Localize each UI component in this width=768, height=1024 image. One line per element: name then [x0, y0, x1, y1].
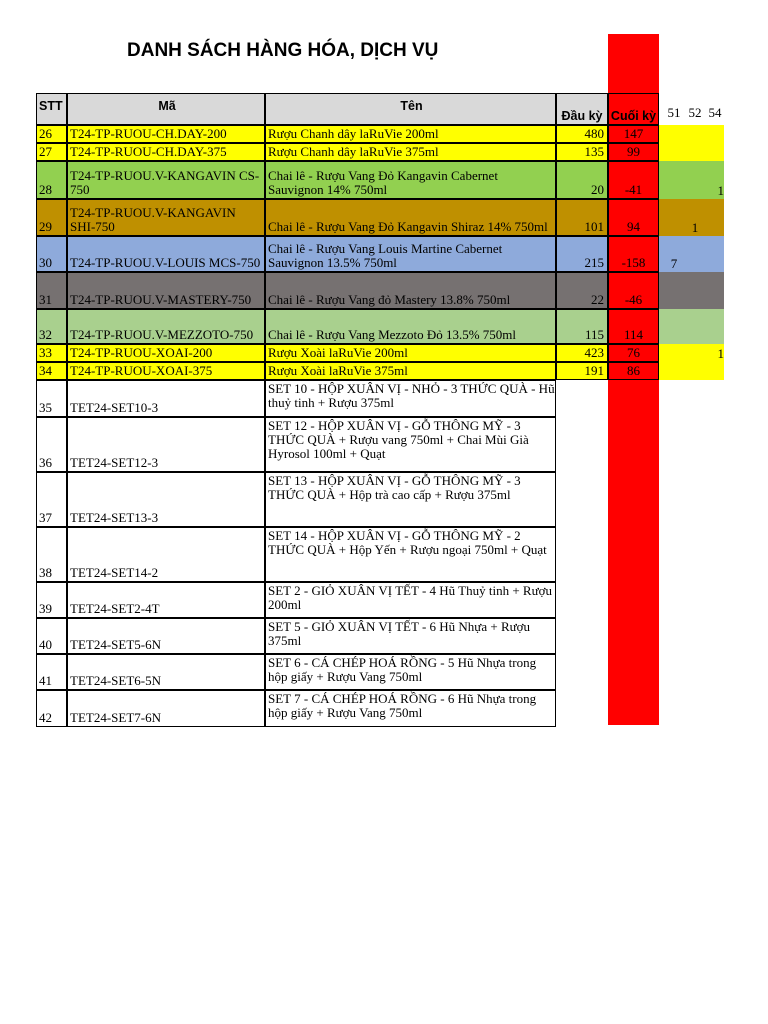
row-stt-text: 26	[39, 126, 52, 141]
header-stt	[36, 93, 67, 125]
row-col-51	[663, 362, 685, 380]
row-dau-ky	[556, 161, 608, 199]
row-stt	[36, 236, 67, 272]
header-dau-ky-text: Đầu kỳ	[561, 109, 603, 123]
row-col-52	[685, 362, 705, 380]
row-col-54	[705, 143, 724, 161]
row-ma-text: TET24-SET10-3	[70, 400, 159, 415]
row-ma-text: TET24-SET12-3	[70, 455, 159, 470]
row-col-51	[663, 309, 685, 344]
row-ten	[265, 143, 556, 161]
row-ma	[67, 143, 265, 161]
row-stt-text: 35	[39, 400, 52, 415]
row-ten-text: Chai lê - Rượu Vang Louis Martine Cabernet Sauvignon 13.5% 750ml	[268, 241, 503, 270]
row-ten	[265, 161, 556, 199]
row-stt-text: 29	[39, 219, 52, 234]
row-stt	[36, 417, 67, 472]
row-ten	[265, 527, 556, 582]
row-ma	[67, 161, 265, 199]
header-ma	[67, 93, 265, 125]
row-dau-ky	[556, 199, 608, 236]
row-cuoi-ky-text: -46	[624, 292, 643, 307]
row-ten	[265, 582, 556, 618]
row-ten	[265, 472, 556, 527]
row-col-52	[685, 236, 705, 272]
row-stt-text: 32	[39, 327, 52, 342]
row-col-52	[685, 344, 705, 362]
row-stt	[36, 362, 67, 380]
header-dau-ky	[556, 93, 608, 125]
row-stt	[36, 143, 67, 161]
row-ma-text: T24-TP-RUOU-XOAI-200	[70, 345, 213, 360]
header-col-54-text: 54	[708, 105, 722, 120]
row-ma	[67, 125, 265, 143]
row-col-51-text: 7	[670, 256, 678, 271]
row-col-51	[663, 344, 685, 362]
row-cuoi-ky-text: 86	[627, 363, 640, 378]
row-stt	[36, 199, 67, 236]
row-cuoi-ky	[608, 161, 659, 199]
row-col-54	[705, 344, 724, 362]
row-cuoi-ky-text: 99	[627, 144, 640, 159]
row-cuoi-ky	[608, 272, 659, 309]
row-col-54-text: 1	[717, 346, 724, 361]
row-ten-text: SET 2 - GIỎ XUÂN VỊ TẾT - 4 Hũ Thuỷ tinh + Rượu 200ml	[268, 583, 553, 612]
row-dau-ky	[556, 344, 608, 362]
header-col-54	[705, 105, 725, 121]
row-ma-text: T24-TP-RUOU.V-LOUIS MCS-750	[70, 255, 261, 270]
row-ma	[67, 272, 265, 309]
row-col-52	[685, 309, 705, 344]
row-stt-text: 31	[39, 292, 52, 307]
row-ten	[265, 690, 556, 727]
header-col-51	[663, 105, 685, 121]
header-stt-text: STT	[39, 99, 63, 113]
row-col-51	[663, 143, 685, 161]
row-col-54	[705, 125, 724, 143]
row-ma-text: T24-TP-RUOU-XOAI-375	[70, 363, 213, 378]
row-stt-text: 40	[39, 637, 52, 652]
row-col-51	[663, 236, 685, 272]
row-stt	[36, 582, 67, 618]
row-stt	[36, 272, 67, 309]
row-cuoi-ky	[608, 125, 659, 143]
row-ma-text: T24-TP-RUOU.V-MASTERY-750	[70, 292, 252, 307]
row-dau-ky	[556, 309, 608, 344]
row-col-54	[705, 309, 724, 344]
row-cuoi-ky-text: -41	[624, 182, 643, 197]
row-ma-text: T24-TP-RUOU-CH.DAY-200	[70, 126, 227, 141]
row-ten-text: Chai lê - Rượu Vang Đỏ Kangavin Cabernet Sauvignon 14% 750ml	[268, 168, 498, 197]
row-ten-text: Chai lê - Rượu Vang đỏ Mastery 13.8% 750ml	[268, 292, 511, 307]
row-ten-text: Chai lê - Rượu Vang Mezzoto Đỏ 13.5% 750ml	[268, 327, 517, 342]
row-stt-text: 34	[39, 363, 52, 378]
row-cuoi-ky	[608, 309, 659, 344]
row-ma	[67, 199, 265, 236]
row-cuoi-ky	[608, 362, 659, 380]
row-stt-text: 28	[39, 182, 52, 197]
row-dau-ky-text: 20	[591, 182, 604, 197]
row-ten-text: SET 5 - GIỎ XUÂN VỊ TẾT - 6 Hũ Nhựa + Rượu 375ml	[268, 619, 531, 648]
row-ten-text: SET 13 - HỘP XUÂN VỊ - GỖ THÔNG MỸ - 3 THỨC QUÀ + Hộp trà cao cấp + Rượu 375ml	[268, 473, 521, 502]
header-cuoi-ky-text: Cuối kỳ	[610, 109, 657, 123]
row-col-54	[705, 161, 724, 199]
row-dau-ky-text: 215	[584, 255, 604, 270]
row-ma	[67, 362, 265, 380]
row-stt	[36, 161, 67, 199]
row-ten	[265, 272, 556, 309]
row-dau-ky-text: 115	[584, 327, 604, 342]
row-stt	[36, 654, 67, 690]
row-ten	[265, 618, 556, 654]
row-stt	[36, 125, 67, 143]
row-ten	[265, 125, 556, 143]
row-col-51	[663, 125, 685, 143]
row-stt-text: 33	[39, 345, 52, 360]
row-dau-ky	[556, 272, 608, 309]
row-cuoi-ky-text: 147	[623, 126, 644, 141]
row-ma-text: TET24-SET14-2	[70, 565, 159, 580]
row-ma-text: T24-TP-RUOU-CH.DAY-375	[70, 144, 227, 159]
row-stt	[36, 527, 67, 582]
row-ten-text: SET 12 - HỘP XUÂN VỊ - GỖ THÔNG MỸ - 3 THỨC QUÀ + Rượu vang 750ml + Chai Mùi Già Hyrosol 100ml + Quạt	[268, 418, 529, 461]
row-cuoi-ky	[608, 143, 659, 161]
row-ten	[265, 380, 556, 417]
row-ten	[265, 309, 556, 344]
row-ten	[265, 417, 556, 472]
row-dau-ky	[556, 362, 608, 380]
row-cuoi-ky	[608, 199, 659, 236]
row-ten	[265, 362, 556, 380]
row-ma-text: TET24-SET5-6N	[70, 637, 161, 652]
row-col-54	[705, 236, 724, 272]
row-stt	[36, 690, 67, 727]
row-dau-ky-text: 423	[584, 345, 604, 360]
row-col-54	[705, 272, 724, 309]
row-ten-text: SET 14 - HỘP XUÂN VỊ - GỖ THÔNG MỸ - 2 THỨC QUÀ + Hộp Yến + Rượu ngoại 750ml + Quạt	[268, 528, 547, 557]
row-stt-text: 39	[39, 601, 52, 616]
row-ma	[67, 344, 265, 362]
row-col-54-text: 1	[717, 183, 724, 198]
row-ten-text: SET 6 - CÁ CHÉP HOÁ RỒNG - 5 Hũ Nhựa trong hộp giấy + Rượu Vang 750ml	[268, 655, 537, 684]
row-ten-text: Chai lê - Rượu Vang Đỏ Kangavin Shiraz 14% 750ml	[268, 219, 548, 234]
row-col-52	[685, 143, 705, 161]
row-stt	[36, 472, 67, 527]
row-stt-text: 42	[39, 710, 52, 725]
row-cuoi-ky-text: 76	[627, 345, 640, 360]
row-cuoi-ky	[608, 344, 659, 362]
row-dau-ky	[556, 143, 608, 161]
row-stt-text: 27	[39, 144, 52, 159]
row-cuoi-ky	[608, 236, 659, 272]
row-stt	[36, 344, 67, 362]
row-ma-text: T24-TP-RUOU.V-MEZZOTO-750	[70, 327, 254, 342]
row-ma	[67, 472, 265, 527]
row-col-51	[663, 199, 685, 236]
row-col-54	[705, 199, 724, 236]
row-cuoi-ky-text: -158	[621, 255, 646, 270]
page-title: DANH SÁCH HÀNG HÓA, DỊCH VỤ	[127, 40, 439, 61]
header-ten	[265, 93, 556, 125]
row-ten-text: Rượu Chanh dây laRuVie 375ml	[268, 144, 439, 159]
row-dau-ky-text: 191	[584, 363, 604, 378]
row-ma	[67, 582, 265, 618]
row-ma	[67, 618, 265, 654]
row-ma-text: T24-TP-RUOU.V-KANGAVIN CS-750	[70, 168, 260, 197]
header-ten-text: Tên	[400, 99, 423, 113]
row-col-52	[685, 125, 705, 143]
header-cuoi-ky	[608, 93, 659, 125]
row-ma	[67, 654, 265, 690]
row-col-52	[685, 199, 705, 236]
row-stt-text: 41	[39, 673, 52, 688]
row-dau-ky-text: 480	[584, 126, 604, 141]
row-ten-text: Rượu Xoài laRuVie 375ml	[268, 363, 408, 378]
row-col-51	[663, 161, 685, 199]
row-ma-text: T24-TP-RUOU.V-KANGAVIN SHI-750	[70, 205, 236, 234]
row-ten	[265, 199, 556, 236]
header-col-52-text: 52	[688, 105, 702, 120]
row-dau-ky	[556, 125, 608, 143]
row-ma	[67, 309, 265, 344]
row-stt-text: 36	[39, 455, 52, 470]
row-cuoi-ky-text: 94	[627, 219, 640, 234]
row-ma-text: TET24-SET2-4T	[70, 601, 160, 616]
row-ten	[265, 236, 556, 272]
row-col-52-text: 1	[691, 220, 699, 235]
header-ma-text: Mã	[158, 99, 176, 113]
row-ma-text: TET24-SET7-6N	[70, 710, 161, 725]
row-dau-ky-text: 101	[584, 219, 604, 234]
row-col-52	[685, 272, 705, 309]
row-cuoi-ky-text: 114	[623, 327, 644, 342]
row-ma	[67, 380, 265, 417]
row-ten-text: SET 7 - CÁ CHÉP HOÁ RỒNG - 6 Hũ Nhựa trong hộp giấy + Rượu Vang 750ml	[268, 691, 537, 720]
row-ten-text: SET 10 - HỘP XUÂN VỊ - NHỎ - 3 THỨC QUÀ - Hũ thuỷ tinh + Rượu 375ml	[268, 381, 555, 410]
row-dau-ky-text: 135	[584, 144, 604, 159]
row-dau-ky	[556, 236, 608, 272]
row-ma	[67, 527, 265, 582]
row-stt	[36, 618, 67, 654]
row-stt	[36, 380, 67, 417]
row-col-54	[705, 362, 724, 380]
row-col-51	[663, 272, 685, 309]
row-stt	[36, 309, 67, 344]
row-ma	[67, 236, 265, 272]
row-stt-text: 30	[39, 255, 52, 270]
row-ten-text: Rượu Chanh dây laRuVie 200ml	[268, 126, 439, 141]
row-ten	[265, 344, 556, 362]
row-stt-text: 38	[39, 565, 52, 580]
header-col-52	[685, 105, 705, 121]
row-ma-text: TET24-SET6-5N	[70, 673, 161, 688]
row-ma	[67, 417, 265, 472]
row-ten	[265, 654, 556, 690]
row-ma-text: TET24-SET13-3	[70, 510, 159, 525]
row-dau-ky-text: 22	[591, 292, 604, 307]
header-col-51-text: 51	[667, 105, 681, 120]
row-ma	[67, 690, 265, 727]
row-col-52	[685, 161, 705, 199]
row-ten-text: Rượu Xoài laRuVie 200ml	[268, 345, 408, 360]
row-stt-text: 37	[39, 510, 52, 525]
